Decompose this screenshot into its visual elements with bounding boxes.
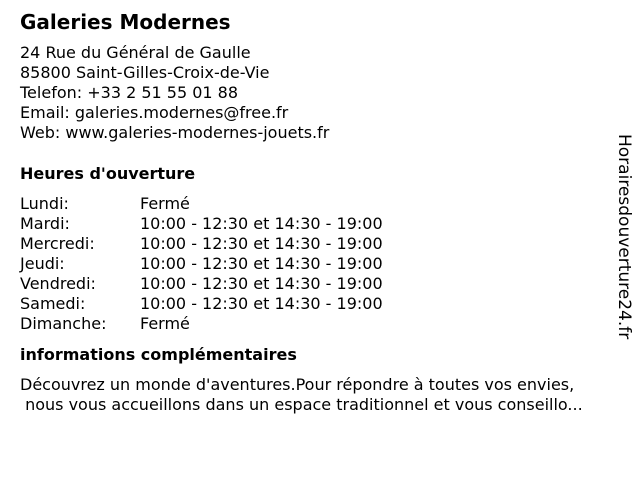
day-hours: 10:00 - 12:30 et 14:30 - 19:00	[140, 254, 383, 273]
hours-row-friday	[20, 274, 610, 294]
hours-row-thursday	[20, 254, 610, 274]
day-label: Mardi:	[20, 214, 70, 233]
hours-row-monday	[20, 194, 610, 214]
opening-hours-table	[20, 194, 610, 334]
info-line-1: Découvrez un monde d'aventures.Pour répondre à toutes vos envies,	[20, 375, 575, 394]
info-line-2: nous vous accueillons dans un espace traditionnel et vous conseillo...	[20, 395, 583, 414]
day-label: Jeudi:	[20, 254, 65, 273]
day-hours: Fermé	[140, 194, 190, 213]
opening-hours-heading: Heures d'ouverture	[20, 164, 196, 183]
hours-row-tuesday	[20, 214, 610, 234]
address-street: 24 Rue du Général de Gaulle	[20, 43, 251, 62]
website-url: Web: www.galeries-modernes-jouets.fr	[20, 123, 330, 142]
hours-row-wednesday	[20, 234, 610, 254]
day-label: Samedi:	[20, 294, 86, 313]
day-hours: Fermé	[140, 314, 190, 333]
additional-info-heading: informations complémentaires	[20, 345, 297, 364]
additional-info-text	[20, 375, 610, 415]
watermark-text: Horairesdouverture24.fr	[614, 134, 634, 340]
day-label: Dimanche:	[20, 314, 107, 333]
site-watermark	[612, 134, 636, 348]
day-hours: 10:00 - 12:30 et 14:30 - 19:00	[140, 274, 383, 293]
hours-row-sunday	[20, 314, 610, 334]
business-card	[20, 8, 610, 415]
day-label: Mercredi:	[20, 234, 95, 253]
business-name: Galeries Modernes	[20, 10, 231, 34]
day-label: Vendredi:	[20, 274, 96, 293]
day-hours: 10:00 - 12:30 et 14:30 - 19:00	[140, 234, 383, 253]
day-hours: 10:00 - 12:30 et 14:30 - 19:00	[140, 294, 383, 313]
address-city: 85800 Saint-Gilles-Croix-de-Vie	[20, 63, 270, 82]
hours-row-saturday	[20, 294, 610, 314]
email-address: Email: galeries.modernes@free.fr	[20, 103, 289, 122]
phone-number: Telefon: +33 2 51 55 01 88	[20, 83, 239, 102]
day-hours: 10:00 - 12:30 et 14:30 - 19:00	[140, 214, 383, 233]
contact-block	[20, 43, 610, 143]
day-label: Lundi:	[20, 194, 69, 213]
